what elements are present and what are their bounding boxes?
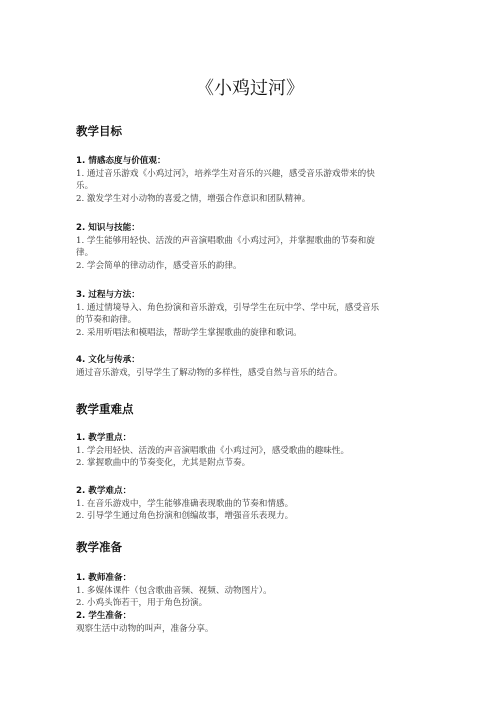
goal-group-knowledge [76, 222, 428, 272]
text-line: 通过音乐游戏，引导学生了解动物的多样性，感受自然与音乐的结合。 [76, 367, 343, 378]
section-heading-preparation: 教学准备 [76, 540, 122, 554]
keypoint-group-focus [76, 432, 428, 470]
group-subheading: 1. 情感态度与价值观： [76, 156, 166, 166]
text-line: 1. 多媒体课件（包含歌曲音频、视频、动物图片）。 [76, 585, 272, 596]
group-subheading: 1. 教学重点： [76, 433, 132, 443]
group-subheading: 4. 文化与传承： [76, 355, 140, 365]
text-line: 1. 在音乐游戏中，学生能够准确表现歌曲的节奏和情感。 [76, 498, 294, 509]
section-heading-key-points: 教学重难点 [76, 402, 134, 416]
text-line: 2. 小鸡头饰若干，用于角色扮演。 [76, 598, 208, 608]
document-title: 《小鸡过河》 [196, 78, 304, 99]
text-line: 1. 通过音乐游戏《小鸡过河》，培养学生对音乐的兴趣，感受音乐游戏带来的快 [76, 168, 375, 179]
text-line: 1. 学会用轻快、活泼的声音演唱歌曲《小鸡过河》，感受歌曲的趣味性。 [76, 445, 350, 456]
text-line: 律。 [76, 248, 94, 258]
text-line: 2. 掌握歌曲中的节奏变化，尤其是附点节奏。 [76, 458, 251, 468]
goal-group-culture [76, 354, 428, 379]
text-line: 2. 采用听唱法和模唱法，帮助学生掌握歌曲的旋律和歌词。 [76, 327, 302, 338]
text-line: 乐。 [76, 181, 94, 191]
group-subheading: 1. 教师准备： [76, 573, 132, 583]
text-line: 2. 激发学生对小动物的喜爱之情，增强合作意识和团队精神。 [76, 193, 311, 204]
keypoint-group-difficulty [76, 485, 428, 523]
goal-group-process [76, 289, 428, 339]
group-subheading: 2. 知识与技能： [76, 223, 140, 233]
prep-group-teacher [76, 572, 428, 610]
prep-group-student [76, 610, 428, 635]
group-subheading: 3. 过程与方法： [76, 290, 140, 300]
text-line: 1. 学生能够用轻快、活泼的声音演唱歌曲《小鸡过河》，并掌握歌曲的节奏和旋 [76, 235, 375, 246]
text-line: 2. 引导学生通过角色扮演和创编故事，增强音乐表现力。 [76, 511, 294, 521]
section-heading-teaching-goals: 教学目标 [76, 124, 122, 138]
text-line: 1. 通过情境导入、角色扮演和音乐游戏，引导学生在玩中学、学中玩，感受音乐 [76, 302, 380, 313]
goal-group-emotion [76, 155, 428, 205]
text-line: 观察生活中动物的叫声，准备分享。 [76, 623, 214, 634]
group-subheading: 2. 学生准备： [76, 611, 132, 621]
text-line: 2. 学会简单的律动动作，感受音乐的韵律。 [76, 260, 242, 271]
group-subheading: 2. 教学难点： [76, 486, 132, 496]
text-line: 的节奏和韵律。 [76, 315, 137, 325]
